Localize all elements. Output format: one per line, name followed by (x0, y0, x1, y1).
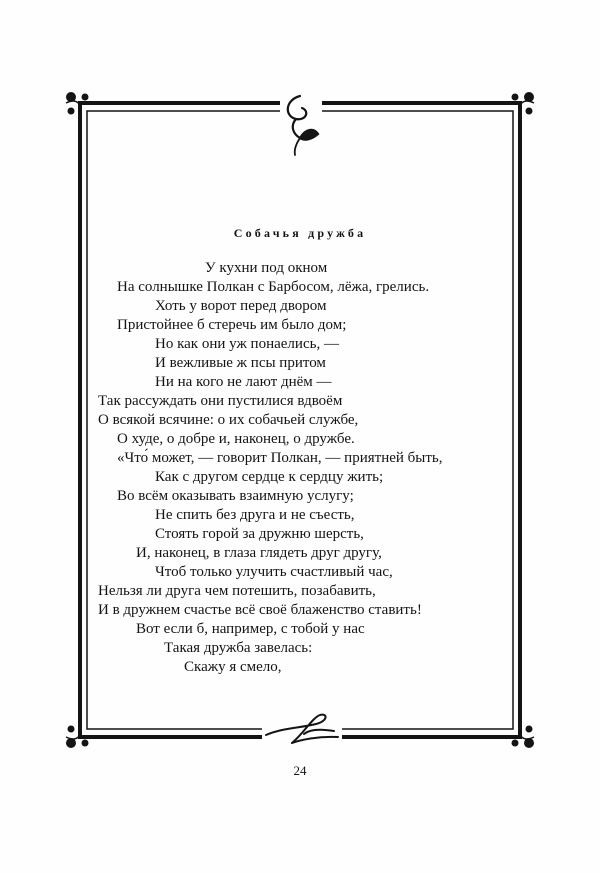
poem-line: Нельзя ли друга чем потешить, позабавить, (98, 583, 376, 599)
poem-line: Вот если б, например, с тобой у нас (136, 621, 365, 637)
poem-line: Хоть у ворот перед двором (155, 298, 327, 314)
poem-line: На солнышке Полкан с Барбосом, лёжа, грелись. (117, 279, 430, 295)
poem-line: Ни на кого не лают днём — (155, 374, 332, 390)
poem-line: Чтоб только улучить счастливый час, (155, 564, 393, 580)
poem-line: Так рассуждать они пустилися вдвоём (98, 393, 343, 409)
poem-line: О худе, о добре и, наконец, о дружбе. (117, 431, 355, 447)
poem-line: Как с другом сердце к сердцу жить; (155, 469, 384, 485)
poem-line: Не спить без друга и не съесть, (155, 507, 355, 523)
poem-line: И вежливые ж псы притом (155, 355, 326, 371)
page-number: 24 (293, 763, 307, 778)
poem-line: Такая дружба завелась: (164, 640, 313, 656)
poem-line: Пристойнее б стеречь им было дом; (117, 317, 347, 333)
poem-line: У кухни под окном (205, 260, 328, 276)
poem-line: И в дружнем счастье всё своё блаженство ставить! (98, 602, 422, 618)
poem-line: «Что́ может, — говорит Полкан, — приятней быть, (117, 450, 443, 466)
poem-line: Скажу я смело, (184, 659, 282, 675)
poem-line: Но как они уж понаелись, — (155, 336, 339, 352)
poem-line: Стоять горой за дружню шерсть, (155, 526, 364, 542)
poem-title: Собачья дружба (233, 226, 367, 240)
poem-line: И, наконец, в глаза глядеть друг другу, (136, 545, 382, 561)
poem-line: Во всём оказывать взаимную услугу; (117, 488, 354, 504)
poem-line: О всякой всячине: о их собачьей службе, (98, 412, 359, 428)
